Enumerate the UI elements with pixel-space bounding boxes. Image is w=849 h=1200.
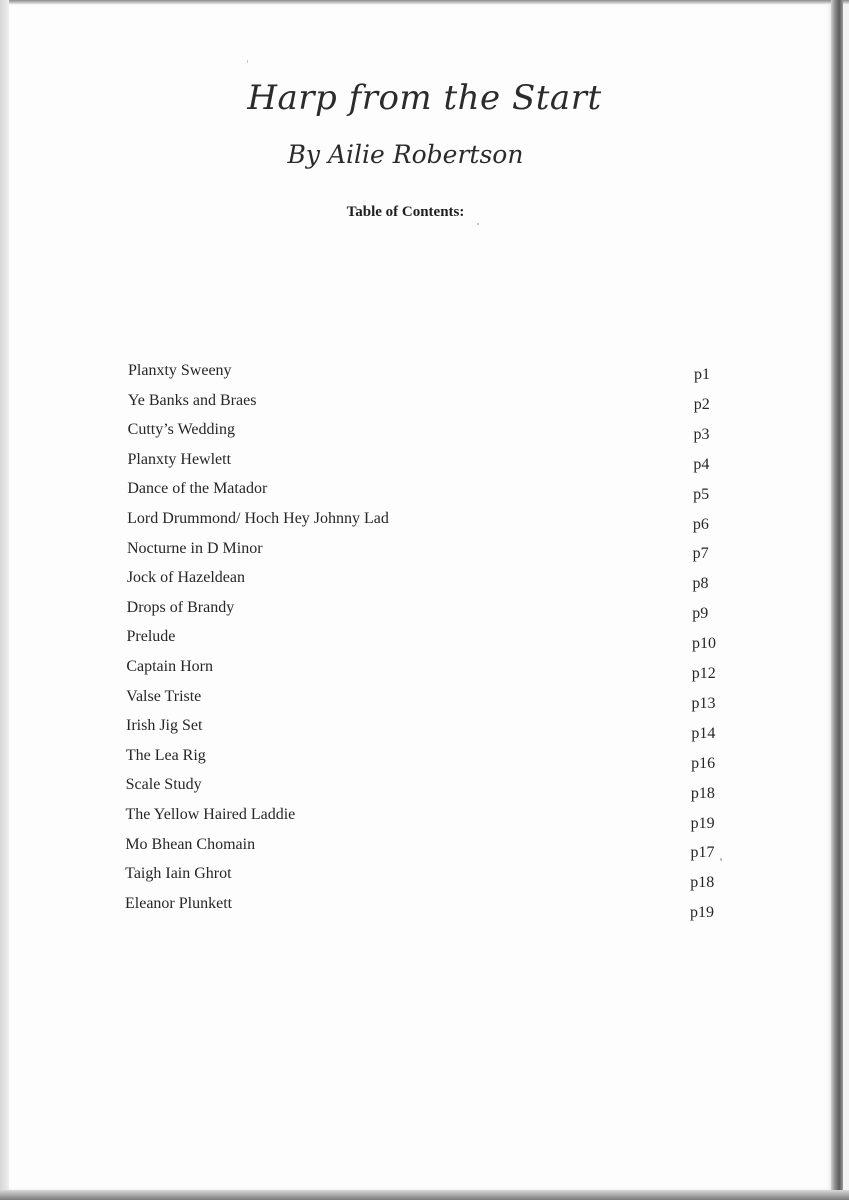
toc-entry-title: Scale Study xyxy=(125,776,202,794)
toc-entry-title: Planxty Sweeny xyxy=(128,362,232,379)
toc-entry-page: p4 xyxy=(693,455,710,473)
toc-entry-page: p3 xyxy=(693,425,710,443)
toc-entry-page: p17 xyxy=(690,844,715,862)
toc-entry-title: Dance of the Matador xyxy=(127,480,268,498)
toc-entry-page: p13 xyxy=(691,694,716,712)
toc-entry-title: Taigh Iain Ghrot xyxy=(125,865,232,883)
toc-entry-title: Captain Horn xyxy=(126,658,213,675)
toc-entry-title: Prelude xyxy=(126,628,176,646)
toc-entry-title: Irish Jig Set xyxy=(126,717,203,735)
toc-entry-title: Eleanor Plunkett xyxy=(125,894,233,912)
toc-entry-page: p2 xyxy=(693,395,710,413)
toc-entry-page: p19 xyxy=(690,814,715,832)
toc-entry-page: p12 xyxy=(691,665,716,682)
toc-entry-page: p6 xyxy=(692,515,709,533)
toc-entry-page: p8 xyxy=(692,575,709,593)
document-author: By Ailie Robertson xyxy=(287,140,524,169)
toc-entry-page: p18 xyxy=(690,874,715,892)
toc-entry-title: Jock of Hazeldean xyxy=(126,569,245,587)
toc-entry-page: p7 xyxy=(692,545,709,563)
toc-entry-title: Ye Banks and Braes xyxy=(127,391,257,409)
document-title: Harp from the Start xyxy=(247,78,602,118)
toc-entry-title: Planxty Hewlett xyxy=(127,450,232,468)
toc-entry-title: The Lea Rig xyxy=(125,746,206,764)
toc-entry-title: Nocturne in D Minor xyxy=(127,539,263,557)
toc-entry-page: p19 xyxy=(690,904,714,922)
toc-entry-title: Cutty’s Wedding xyxy=(127,421,235,439)
toc-entry-page: p14 xyxy=(691,724,716,742)
toc-entry-page: p1 xyxy=(694,366,710,383)
toc-entry-page: p9 xyxy=(692,605,709,623)
toc-heading: Table of Contents: xyxy=(346,204,465,220)
toc-entry-page: p18 xyxy=(690,784,715,802)
scan-speck xyxy=(247,60,248,63)
toc-entry-title: The Yellow Haired Laddie xyxy=(125,806,296,823)
toc-entry-title: Lord Drummond/ Hoch Hey Johnny Lad xyxy=(127,510,389,527)
toc-entry-title: Valse Triste xyxy=(126,687,202,705)
toc-entry-title: Drops of Brandy xyxy=(126,598,235,616)
toc-entry-page: p10 xyxy=(692,635,716,653)
scan-speck xyxy=(477,223,479,225)
toc-entry-page: p5 xyxy=(693,485,710,503)
toc-entry-page: p16 xyxy=(691,754,716,772)
toc-entry-title: Mo Bhean Chomain xyxy=(125,835,256,853)
scan-speck xyxy=(720,858,722,861)
